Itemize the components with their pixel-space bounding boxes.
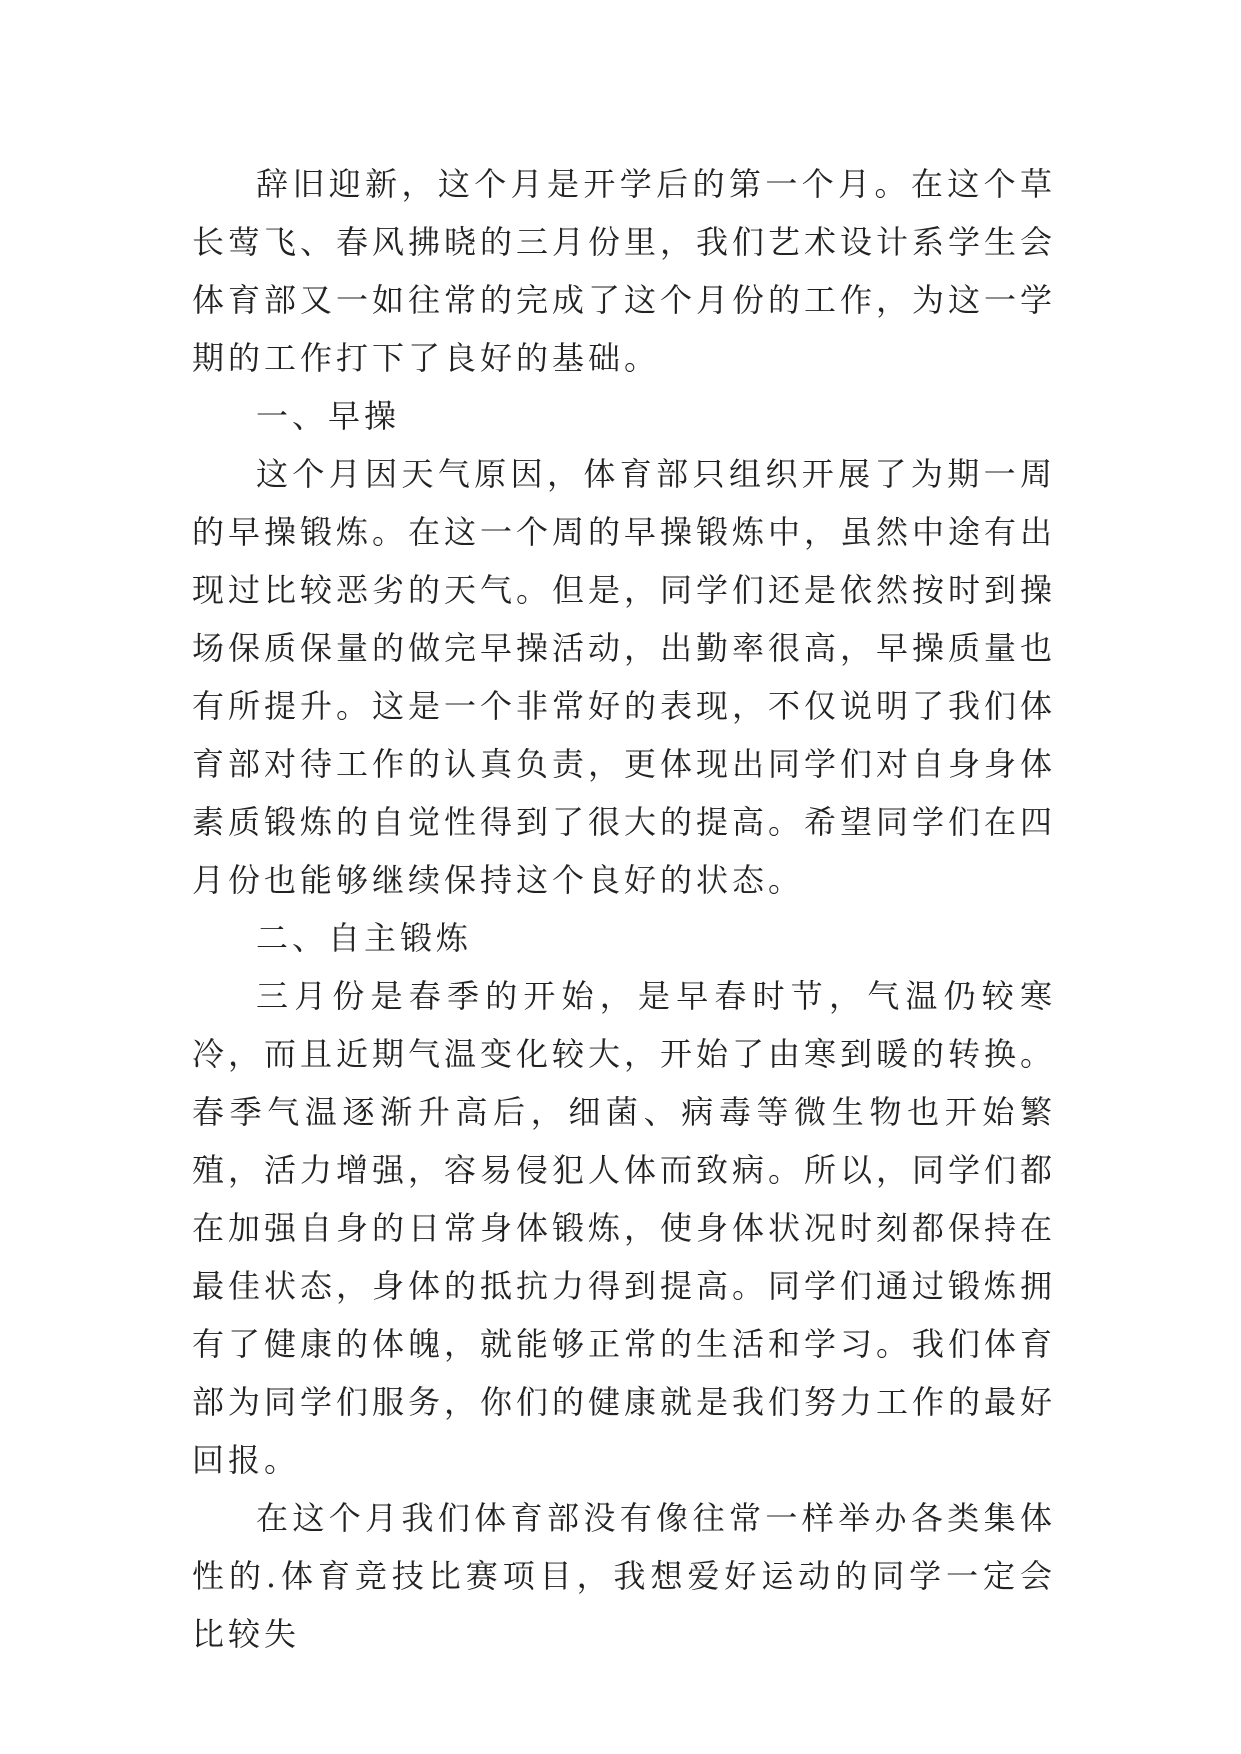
closing-paragraph: 在这个月我们体育部没有像往常一样举办各类集体性的.体育竞技比赛项目，我想爱好运动的同学一定会比较失 [192,1499,1056,1653]
section-heading-morning-exercise: 一、早操 [256,397,401,435]
morning-exercise-paragraph: 这个月因天气原因，体育部只组织开展了为期一周的早操锻炼。在这一个周的早操锻炼中，虽然中途有出现过比较恶劣的天气。但是，同学们还是依然按时到操场保质保量的做完早操活动，出勤率很高，早操质量也有所提升。这是一个非常好的表现，不仅说明了我们体育部对待工作的认真负责，更体现出同学们对自身身体素质锻炼的自觉性得到了很大的提高。希望同学们在四月份也能够继续保持这个良好的状态。 [192,455,1057,899]
document-page [192,155,1056,1663]
section-heading-self-training: 二、自主锻炼 [256,919,473,957]
self-training-paragraph: 三月份是春季的开始，是早春时节，气温仍较寒冷，而且近期气温变化较大，开始了由寒到暖的转换。春季气温逐渐升高后，细菌、病毒等微生物也开始繁殖，活力增强，容易侵犯人体而致病。所以，同学们都在加强自身的日常身体锻炼，使身体状况时刻都保持在最佳状态，身体的抵抗力得到提高。同学们通过锻炼拥有了健康的体魄，就能够正常的生活和学习。我们体育部为同学们服务，你们的健康就是我们努力工作的最好回报。 [192,977,1057,1479]
intro-paragraph: 辞旧迎新，这个月是开学后的第一个月。在这个草长莺飞、春风拂晓的三月份里，我们艺术设计系学生会体育部又一如往常的完成了这个月份的工作，为这一学期的工作打下了良好的基础。 [192,165,1057,377]
